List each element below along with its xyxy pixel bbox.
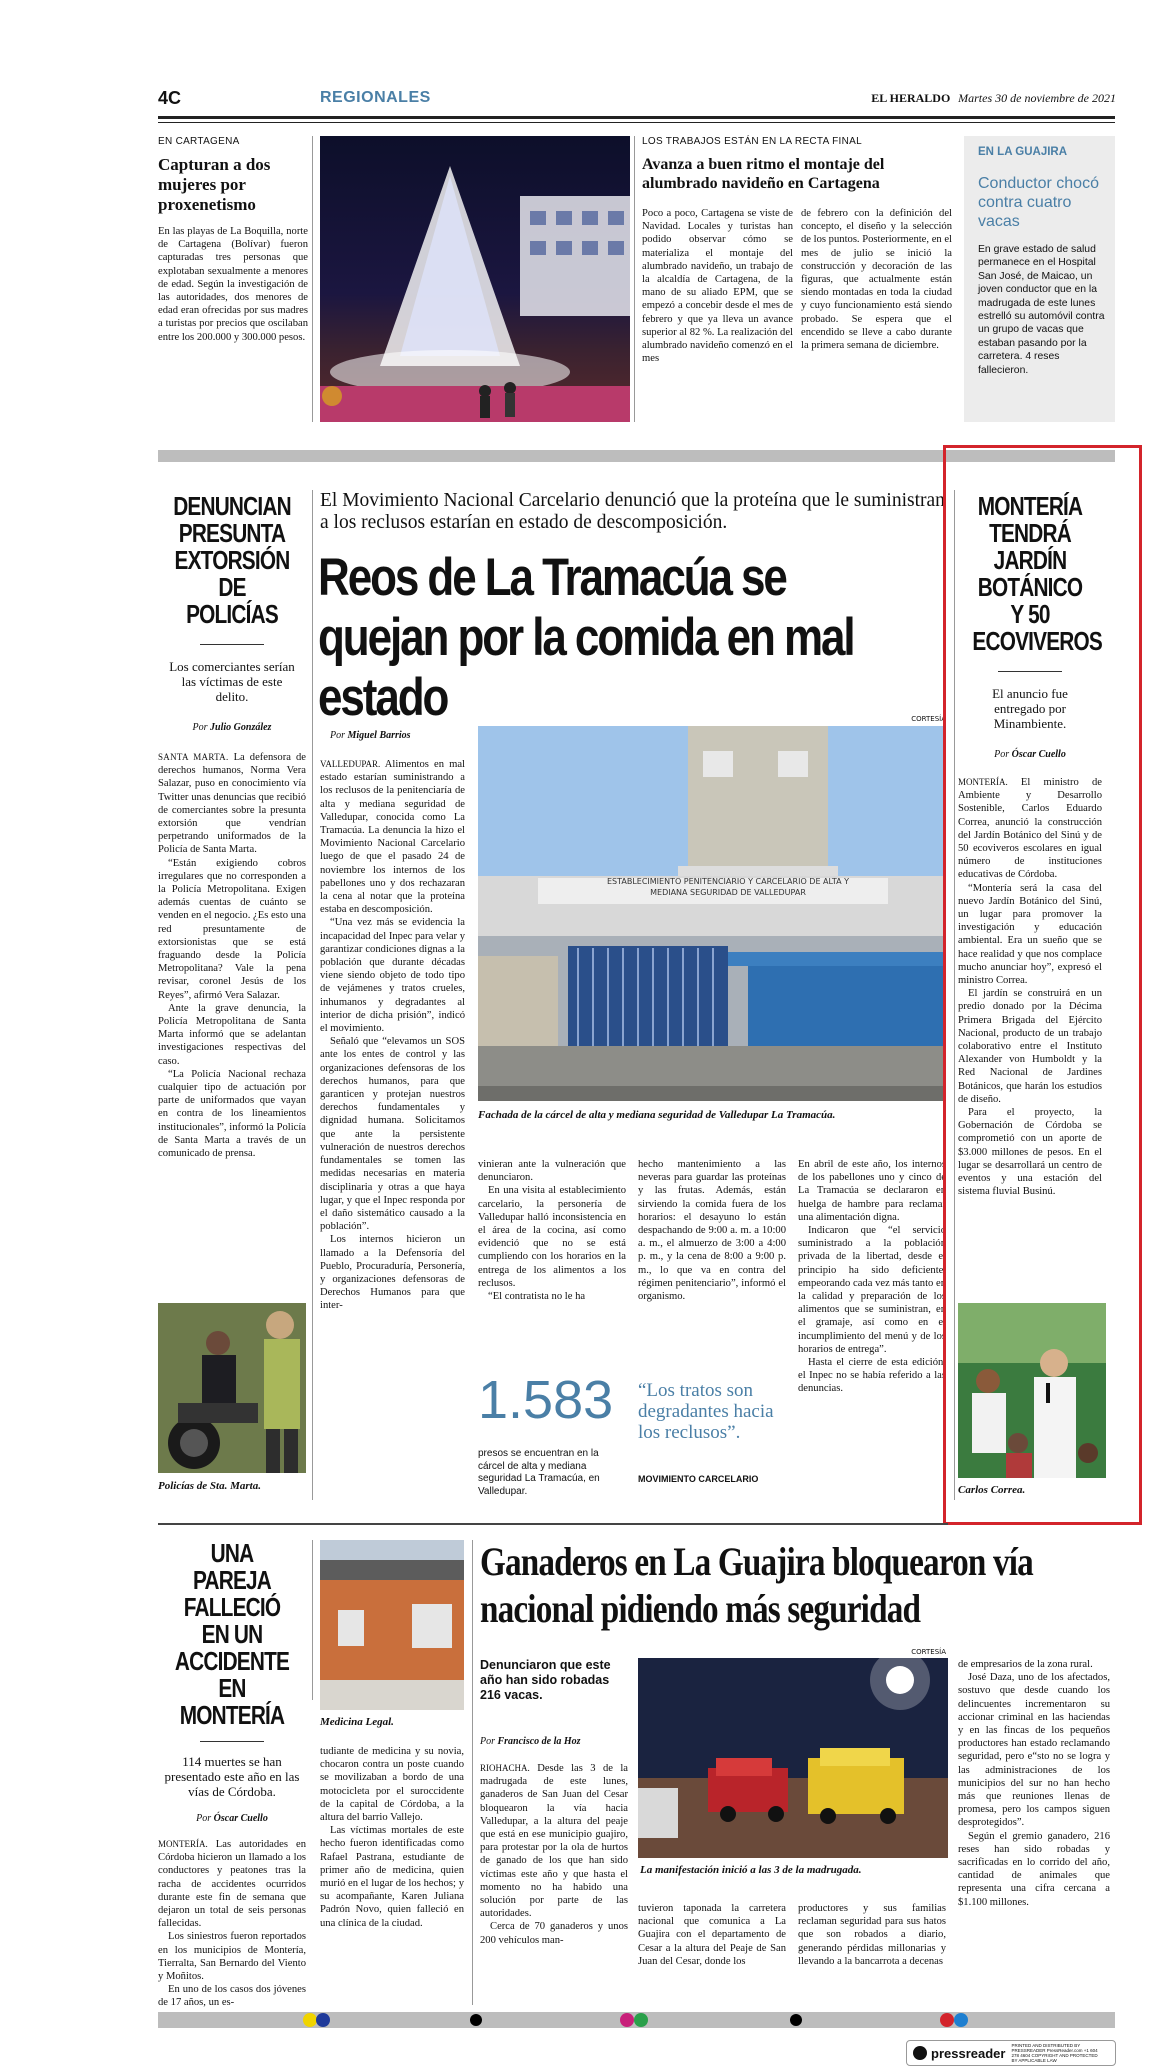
main-headline: Reos de La Tramacúa se quejan por la comida en mal estado xyxy=(318,548,854,727)
story-body-col-2 xyxy=(478,1158,626,1303)
divider xyxy=(472,1540,473,2005)
story-navidad xyxy=(642,136,952,365)
prison-sign: ESTABLECIMIENTO PENITENCIARIO Y CARCELARIO DE ALTA Y MEDIANA SEGURIDAD DE VALLEDUPAR xyxy=(606,877,850,897)
section-name: REGIONALES xyxy=(320,89,431,106)
author: Julio González xyxy=(210,722,272,733)
section-rule xyxy=(158,1523,948,1525)
photo-caption: Carlos Correa. xyxy=(958,1484,1026,1496)
prison-facade-illustration xyxy=(478,726,946,1101)
story-title: UNA PAREJA FALLECIÓ EN UN ACCIDENTE EN MONTERÍA xyxy=(174,1538,290,1730)
paragraph: El jardín se construirá en un predio donado por la Décima Primera Brigada del Ejército Nacional, producto de un trabajo colaborativo entre el Instituto Alexander von Humboldt y la Red Nacional de Jardines Botánicos, que harán los estudios de diseño. xyxy=(958,988,1102,1105)
paragraph: Indicaron que “el servicio suministrado a la población privada de la libertad, desde el principio ha sido deficiente, empeorando cada vez más tanto en la calidad y preparación de los alimentos que se suministran, en el gramaje, así como en el incumplimiento del menú y de los horarios de entrega”. xyxy=(798,1225,946,1355)
story-body-col-1 xyxy=(320,758,465,1313)
paragraph: Las víctimas mortales de este hecho fueron identificadas como Rafael Pastrana, estudiante de primer año de medicina, quien murió en el lugar de los hechos; y su acompañante, Karen Juliana Padrón Novo, quien falleció en una clínica de la ciudad. xyxy=(320,1825,464,1929)
story-body-col-2: de febrero con la definición del concepto, el diseño y la selección de los puntos. Posteriormente, en el mes de julio se inició la construcción y decoración de las figuras, que actualmente están siendo montadas en toda la ciudad y cuyo funcionamiento está siendo probado. Se espera que el encendido se lleve a cabo durante la primera semana de diciembre. xyxy=(801,208,952,352)
header-rule-thin xyxy=(158,122,1115,123)
story-body xyxy=(158,751,306,1160)
page-number: 4C xyxy=(158,88,182,108)
registration-mark xyxy=(316,2013,330,2027)
byline-prefix: Por xyxy=(196,1813,212,1824)
paragraph: vinieran ante la vulneración que denunciaron. xyxy=(478,1159,626,1184)
story-body-col-1 xyxy=(158,1838,306,2010)
author: Miguel Barrios xyxy=(347,730,411,741)
brief-guajira-box xyxy=(964,136,1115,422)
story-body-col-2 xyxy=(320,1745,464,1930)
story-body-col-1 xyxy=(480,1762,628,1947)
paragraph: La defensora de derechos humanos, Norma Vera Salazar, puso en conocimiento vía Twitter unas denuncias que recibió de comerciantes sobre la presunta extorsión que vendrían perpetrando uniformados de la Policía de Santa Marta. xyxy=(158,752,306,856)
story-title: Avanza a buen ritmo el montaje del alumbrado navideño en Cartagena xyxy=(642,156,885,192)
divider xyxy=(312,136,313,422)
dateline: VALLEDUPAR. xyxy=(320,759,381,769)
paragraph: “El contratista no le ha xyxy=(488,1291,586,1303)
minister-photo xyxy=(958,1303,1106,1478)
story-title: DENUNCIAN PRESUNTA EXTORSIÓN DE POLICÍAS xyxy=(173,491,291,629)
registration-mark xyxy=(620,2013,634,2027)
registration-mark xyxy=(470,2014,482,2026)
issue-date: Martes 30 de noviembre de 2021 xyxy=(958,91,1116,105)
police-motorcycle-illustration xyxy=(158,1303,306,1473)
title-rule xyxy=(200,644,264,645)
story-accidente xyxy=(158,1540,306,2010)
morgue-photo xyxy=(320,1540,464,1710)
story-body xyxy=(958,776,1102,1199)
paragraph: “Están exigiendo cobros irregulares que no corresponden a la Policía Metropolitana. Exigen además cuentas de cuánto se venden en el negocio. ¿Es esto una red presuntamente de extorsionistas que se está fraguando desde la Policía Metropolitana? Vale la pena revisar, coronel Jesús de los Reyes”, afirmó Vera Salazar. xyxy=(158,857,306,1001)
story-body-col-1: Poco a poco, Cartagena se viste de Navidad. Locales y turistas han podido observar cómo se materializa el montaje del alumbrado navideño, un trabajo de la alcaldía de Cartagena, de la mano de su aliado EPM, que se empezó a concebir desde el mes de febrero y que ya lleva un avance superior al 82 %. La realización del alumbrado navideño comenzó en el mes xyxy=(642,208,793,365)
registration-mark xyxy=(954,2013,968,2027)
story-body-col-2 xyxy=(638,1902,786,1968)
photo-caption: Policías de Sta. Marta. xyxy=(158,1480,261,1492)
quote-source: MOVIMIENTO CARCELARIO xyxy=(638,1474,759,1484)
author: Óscar Cuello xyxy=(1011,749,1066,760)
story-deck: El anuncio fue entregado por Minambiente. xyxy=(992,686,1068,731)
paragraph: El ministro de Ambiente y Desarrollo Sostenible, Carlos Eduardo Correa, anunció la construcción del Jardín Botánico del Sinú y de 50 ecoviveros escolares en igual número de instituciones educativas de Córdoba. xyxy=(958,777,1102,881)
christmas-lights-photo xyxy=(320,136,630,422)
brief-title: Capturan a dos mujeres por proxenetismo xyxy=(158,155,271,214)
paragraph: Los internos hicieron un llamado a la Defensoría del Pueblo, Procuraduría, Personería, y organizaciones defensoras de Derechos Humanos para que inter- xyxy=(320,1234,465,1312)
byline xyxy=(330,730,470,741)
building-illustration xyxy=(320,1540,464,1710)
story-body-col-4 xyxy=(958,1658,1110,1909)
kicker: EN LA GUAJIRA xyxy=(978,146,1068,158)
minister-speaking-illustration xyxy=(958,1303,1106,1478)
photo-caption: La manifestación inició a las 3 de la madrugada. xyxy=(640,1864,862,1876)
police-photo xyxy=(158,1303,306,1473)
paragraph: Para el proyecto, la Gobernación de Córdoba se comprometió con un aporte de $3.000 millones de pesos. En el lugar se desarrollará un centro de eventos y una estación del sistema fluvial Businú. xyxy=(958,1107,1102,1198)
byline-prefix: Por xyxy=(480,1736,495,1747)
dateline: SANTA MARTA. xyxy=(158,752,229,762)
registration-mark xyxy=(634,2013,648,2027)
paragraph: Ante la grave denuncia, la Policía Metropolitana de Santa Marta informó que se adelantan investigaciones respectivas del caso. xyxy=(158,1002,306,1067)
divider xyxy=(634,136,635,422)
photo-credit: CORTESÍA xyxy=(911,715,946,723)
paragraph: En uno de los casos dos jóvenes de 17 años, un es- xyxy=(158,1984,306,2009)
paragraph: de empresarios de la zona rural. xyxy=(958,1659,1093,1670)
paragraph: tudiante de medicina y su novia, chocaron contra un poste cuando se movilizaban a bordo de una motocicleta por el suroccidente de la capital de Córdoba, a la altura del barrio Vallejo. xyxy=(320,1746,464,1824)
byline xyxy=(158,722,306,733)
photo-credit: CORTESÍA xyxy=(911,1648,946,1656)
masthead xyxy=(871,91,1116,106)
byline xyxy=(958,749,1102,760)
byline xyxy=(480,1736,620,1747)
story-deck: 114 muertes se han presentado este año en las vías de Córdoba. xyxy=(164,1754,300,1799)
divider xyxy=(312,490,313,1500)
dateline: MONTERÍA. xyxy=(958,777,1008,787)
christmas-tree-illustration xyxy=(320,136,630,422)
byline xyxy=(158,1813,306,1824)
registration-mark xyxy=(303,2013,317,2027)
ganaderos-headline: Ganaderos en La Guajira bloquearon vía nacional pidiendo más seguridad xyxy=(480,1539,1033,1631)
photo-caption: Medicina Legal. xyxy=(320,1716,394,1728)
night-blockade-illustration xyxy=(638,1658,948,1858)
title-rule xyxy=(200,1741,264,1742)
pressreader-icon xyxy=(913,2046,927,2060)
registration-mark xyxy=(940,2013,954,2027)
story-deck: El Movimiento Nacional Carcelario denunció que la proteína que le suministran a los reclusos estarían en estado de descomposición. xyxy=(320,490,945,533)
paper-name: EL HERALDO xyxy=(871,91,951,105)
paragraph: Según el gremio ganadero, 216 reses han sido robadas y sacrificadas en lo corrido del año, cantidad de animales que representa una cifra cercana a $1.100 millones. xyxy=(958,1830,1110,1908)
paragraph: En abril de este año, los internos de los pabellones uno y cinco de La Tramacúa se declararon en huelga de hambre para reclamar una alimentación digna. xyxy=(798,1159,946,1223)
story-title: MONTERÍA TENDRÁ JARDÍN BOTÁNICO Y 50 ECOVIVEROS xyxy=(972,491,1102,656)
paragraph: “Una vez más se evidencia la incapacidad del Inpec para velar y garantizar condiciones dignas a la población que durante décadas viene siendo objeto de todo tipo de vejámenes y tratos crueles, inhumanos y degradantes al interior de dicha prisión”, indicó el movimiento. xyxy=(320,917,465,1035)
kicker: LOS TRABAJOS ESTÁN EN LA RECTA FINAL xyxy=(642,136,862,147)
brief-body: En grave estado de salud permanece en el Hospital San José, de Maicao, un joven conductor que en la madrugada de este lunes estrelló su automóvil contra un grupo de vacas que estaban pasando por la carretera. 4 reses fallecieron. xyxy=(978,244,1105,376)
title-rule xyxy=(998,671,1062,672)
paragraph: Señaló que “elevamos un SOS ante los entes de control y las organizaciones defensoras de los derechos humanos, para que garanticen y protejan nuestros derechos fundamentales y dignidad humana. Solicitamos que ante la persistente vulneración de nuestros derechos fundamentales se tomen las medidas necesarias en materia disciplinaria y otras a que haya lugar, y que el Inpec responda por el daño sistemático causado a la población”. xyxy=(320,1036,465,1233)
photo-caption: Fachada de la cárcel de alta y mediana seguridad de Valledupar La Tramacúa. xyxy=(478,1109,836,1121)
author: Óscar Cuello xyxy=(213,1813,268,1824)
pull-quote: “Los tratos son degradantes hacia los reclusos”. xyxy=(638,1380,774,1443)
paragraph: “Montería será la casa del nuevo Jardín Botánico del Sinú, un lugar para promover la investigación y educación ambiental. Era un sueño que se hace realidad y que nos complace mucho anunciar hoy”, expresó el ministro Correa. xyxy=(958,882,1102,987)
brief-title: Conductor chocó contra cuatro vacas xyxy=(978,175,1099,230)
divider xyxy=(312,1540,313,1700)
stat-number: 1.583 xyxy=(478,1370,614,1430)
paragraph: José Daza, uno de los afectados, sostuvo que desde cuando los delincuentes incrementaron su accionar criminal en las haciendas y en las fincas de los pequeños productores han estado reclamando seguridad, pero e“sto no se logra y las administraciones de los municipios del sur no han hecho más que reuniones llenas de promesa, pero los campos siguen desprotegidos”. xyxy=(958,1672,1110,1829)
pressreader-brand: pressreader xyxy=(931,2045,1006,2061)
brief-body: En las playas de La Boquilla, norte de Cartagena (Bolívar) fueron capturadas tres personas que explotaban sexualmente a menores de edad. Según la investigación de las autoridades, dos menores de edad eran ofrecidas por sus madres a turistas por precios que oscilaban entre los 200.000 y 300.000 pesos. xyxy=(158,226,308,343)
stat-text: presos se encuentran en la cárcel de alta y mediana seguridad La Tramacúa, en Valledupar. xyxy=(478,1448,600,1497)
story-monteria-jardin xyxy=(958,493,1102,1199)
paragraph: hecho mantenimiento a las neveras para guardar las proteínas y las frutas. Además, están sirviendo la comida fuera de los horarios: el desayuno lo están despachando de 9:00 a. m. a 10:00 a. m., el almuerzo de 3:00 a 4:00 p. m., y la cena de 8:00 a 9:00 p. m., lo que va en contra del régimen penitenciario”, informó el organismo. xyxy=(638,1159,786,1303)
prison-photo xyxy=(478,726,946,1101)
dateline: MONTERÍA. xyxy=(158,1839,208,1849)
byline-prefix: Por xyxy=(330,730,345,741)
paragraph: Hasta el cierre de esta edición, el Inpec no se había referido a las denuncias. xyxy=(798,1357,946,1395)
header-rule xyxy=(158,116,1115,119)
brief-cartagena xyxy=(158,136,308,344)
story-body-col-3 xyxy=(798,1902,946,1968)
paragraph: Desde las 3 de la madrugada de este lunes, ganaderos de San Juan del Cesar bloquearon la vía hacia Valledupar, a la altura del peaje que está en ese municipio guajiro, para protestar por la ola de hurtos de ganado de los que han sido víctimas este año y que hasta el momento no ha habido una solución por parte de las autoridades. xyxy=(480,1763,629,1920)
story-body-col-3 xyxy=(638,1158,786,1303)
story-deck: Denunciaron que este año han sido robadas 216 vacas. xyxy=(480,1658,611,1702)
color-registration-bar xyxy=(158,2012,1115,2028)
dateline: RIOHACHA. xyxy=(480,1763,530,1773)
story-deck: Los comerciantes serían las víctimas de este delito. xyxy=(169,659,295,704)
paragraph: Los siniestros fueron reportados en los municipios de Montería, Tierralta, San Bernardo del Viento y Moñitos. xyxy=(158,1931,306,1983)
protest-photo xyxy=(638,1658,948,1858)
pressreader-badge[interactable] xyxy=(906,2040,1116,2066)
paragraph: Alimentos en mal estado estarían suministrando a los reclusos de la penitenciaría de alta y mediana seguridad de Valledupar, conocida como La Tramacúa. La denuncia la hizo el Movimiento Nacional Carcelario luego de que el pasado 24 de noviembre los internos de los pabellones uno y dos rechazaran la cena al notar que la proteína estaba en descomposición. xyxy=(320,759,465,916)
story-body-col-4 xyxy=(798,1158,946,1396)
author: Francisco de la Hoz xyxy=(497,1736,581,1747)
paragraph: Cerca de 70 ganaderos y unos 200 vehículos man- xyxy=(480,1921,628,1946)
paragraph: En una visita al establecimiento carcelario, la personería de Valledupar halló inconsistencia en el área de la cocina, así como evidenció que no se está cumpliendo con los horarios en la entrega de los alimentos a los reclusos. xyxy=(478,1185,626,1289)
story-extorsion xyxy=(158,493,306,1160)
kicker: EN CARTAGENA xyxy=(158,136,240,147)
paragraph: Las autoridades en Córdoba hicieron un llamado a los conductores y peatones tras la racha de accidentes ocurridos durante este fin de semana que dejaron un total de seis personas fallecidas. xyxy=(158,1839,306,1930)
paragraph: productores y sus familias reclaman seguridad para sus hatos que son robados a diario, generando pérdidas millonarias y llevando a la bancarrota a decenas xyxy=(798,1903,946,1967)
byline-prefix: Por xyxy=(994,749,1010,760)
pressreader-fine-print: PRINTED AND DISTRIBUTED BY PRESSREADER PressReader.com +1 604 278 4604 COPYRIGHT AND PROTECTED BY APPLICABLE LAW xyxy=(1011,2043,1098,2063)
byline-prefix: Por xyxy=(192,722,208,733)
paragraph: tuvieron taponada la carretera nacional que comunica a La Guajira con el departamento de Cesar a la altura del Peaje de San Juan del Cesar, donde los xyxy=(638,1903,786,1967)
registration-mark xyxy=(790,2014,802,2026)
paragraph: “La Policía Nacional rechaza cualquier tipo de actuación por parte de uniformados que vayan en contra de los lineamientos institucionales”, informó la Policía de Santa Marta a través de un comunicado de prensa. xyxy=(158,1068,306,1160)
